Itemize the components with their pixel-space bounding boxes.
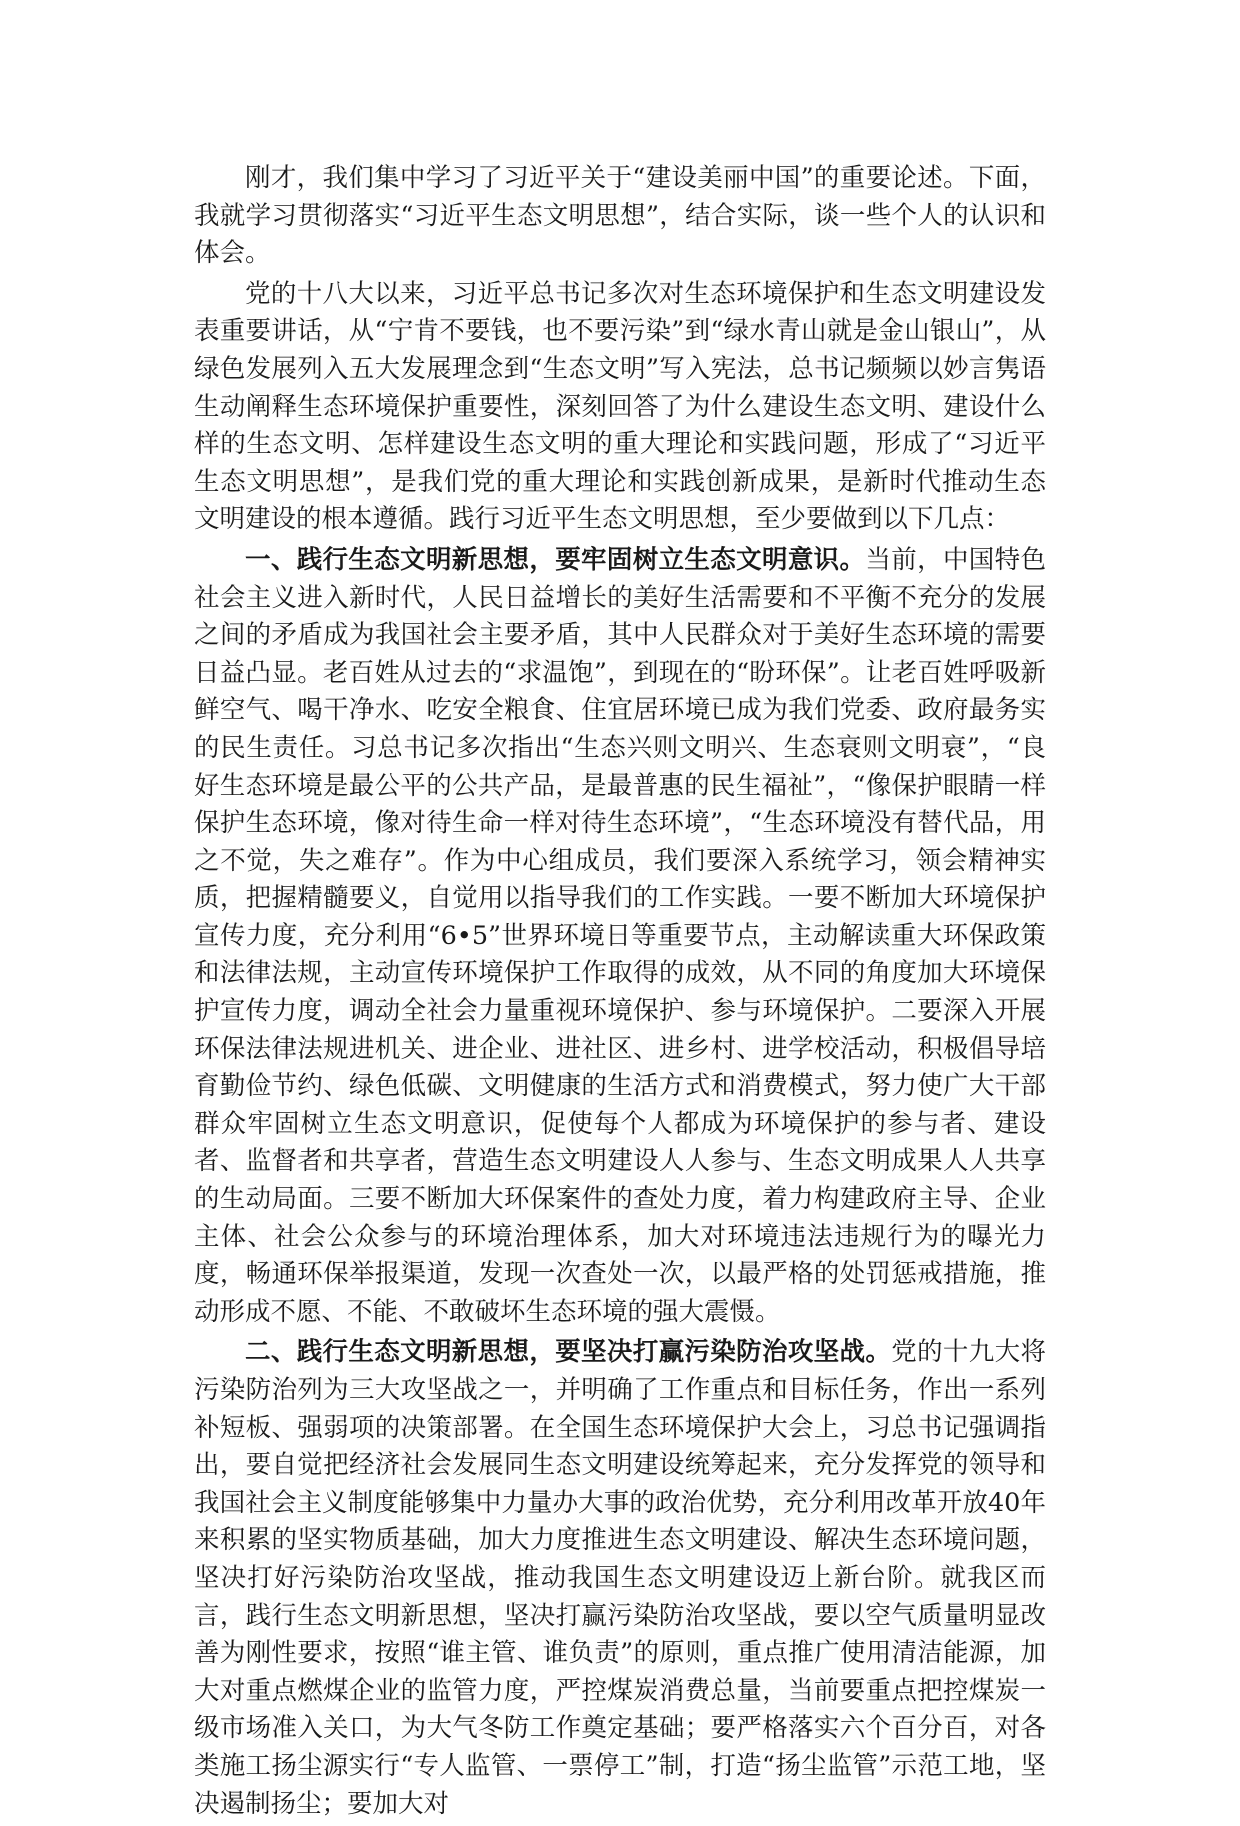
paragraph-text: 刚才，我们集中学习了习近平关于“建设美丽中国”的重要论述。下面，我就学习贯彻落实“习近平生态文明思想”，结合实际，谈一些个人的认识和体会。 xyxy=(194,163,1046,269)
section-heading: 一、践行生态文明新思想，要牢固树立生态文明意识。 xyxy=(245,544,866,575)
paragraph-text: 党的十九大将污染防治列为三大攻坚战之一，并明确了工作重点和目标任务，作出一系列补短板、强弱项的决策部署。在全国生态环境保护大会上，习总书记强调指出，要自觉把经济社会发展同生态文明建设统筹起来，充分发挥党的领导和我国社会主义制度能够集中力量办大事的政治优势，充分利用改革开放40年来积累的坚实物质基础，加大力度推进生态文明建设、解决生态环境问题，坚决打好污染防治攻坚战，推动我国生态文明建设迈上新台阶。就我区而言，践行生态文明新思想，坚决打赢污染防治攻坚战，要以空气质量明显改善为刚性要求，按照“谁主管、谁负责”的原则，重点推广使用清洁能源，加大对重点燃煤企业的监管力度，严控煤炭消费总量，当前要重点把控煤炭一级市场准入关口，为大气冬防工作奠定基础；要严格落实六个百分百，对各类施工扬尘源实行“专人监管、一票停工”制，打造“扬尘监管”示范工地，坚决遏制扬尘；要加大对 xyxy=(194,1337,1046,1819)
paragraph-background xyxy=(194,276,1046,539)
paragraph-intro xyxy=(194,160,1046,273)
paragraph-text: 党的十八大以来，习近平总书记多次对生态环境保护和生态文明建设发表重要讲话，从“宁肯不要钱，也不要污染”到“绿水青山就是金山银山”，从绿色发展列入五大发展理念到“生态文明”写入宪法，总书记频频以妙言隽语生动阐释生态环境保护重要性，深刻回答了为什么建设生态文明、建设什么样的生态文明、怎样建设生态文明的重大理论和实践问题，形成了“习近平生态文明思想”，是我们党的重大理论和实践创新成果，是新时代推动生态文明建设的根本遵循。践行习近平生态文明思想，至少要做到以下几点： xyxy=(194,278,1046,535)
paragraph-point-one xyxy=(194,542,1046,1331)
section-heading: 二、践行生态文明新思想，要坚决打赢污染防治攻坚战。 xyxy=(245,1337,892,1368)
paragraph-point-two xyxy=(194,1334,1046,1823)
document-page xyxy=(194,160,1046,1826)
paragraph-text: 当前，中国特色社会主义进入新时代，人民日益增长的美好生活需要和不平衡不充分的发展之间的矛盾成为我国社会主要矛盾，其中人民群众对于美好生态环境的需要日益凸显。老百姓从过去的“求温饱”，到现在的“盼环保”。让老百姓呼吸新鲜空气、喝干净水、吃安全粮食、住宜居环境已成为我们党委、政府最务实的民生责任。习总书记多次指出“生态兴则文明兴、生态衰则文明衰”，“良好生态环境是最公平的公共产品，是最普惠的民生福祉”，“像保护眼睛一样保护生态环境，像对待生命一样对待生态环境”，“生态环境没有替代品，用之不觉，失之难存”。作为中心组成员，我们要深入系统学习，领会精神实质，把握精髓要义，自觉用以指导我们的工作实践。一要不断加大环境保护宣传力度，充分利用“6•5”世界环境日等重要节点，主动解读重大环保政策和法律法规，主动宣传环境保护工作取得的成效，从不同的角度加大环境保护宣传力度，调动全社会力量重视环境保护、参与环境保护。二要深入开展环保法律法规进机关、进企业、进社区、进乡村、进学校活动，积极倡导培育勤俭节约、绿色低碳、文明健康的生活方式和消费模式，努力使广大干部群众牢固树立生态文明意识，促使每个人都成为环境保护的参与者、建设者、监督者和共享者，营造生态文明建设人人参与、生态文明成果人人共享的生动局面。三要不断加大环保案件的查处力度，着力构建政府主导、企业主体、社会公众参与的环境治理体系，加大对环境违法违规行为的曝光力度，畅通环保举报渠道，发现一次查处一次，以最严格的处罚惩戒措施，推动形成不愿、不能、不敢破坏生态环境的强大震慑。 xyxy=(194,544,1046,1327)
